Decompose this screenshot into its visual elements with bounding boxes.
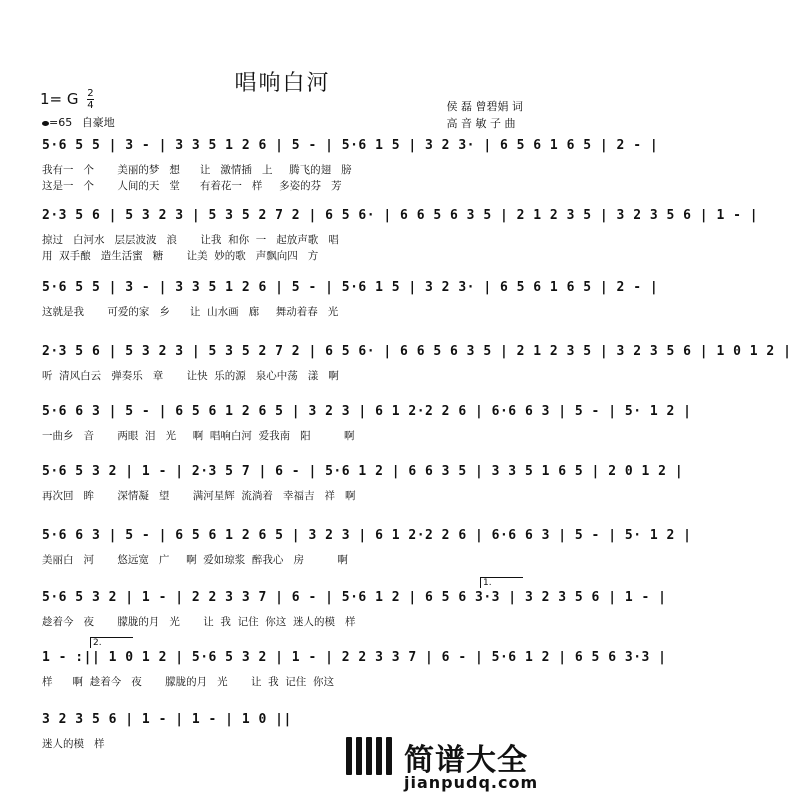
key-label: 1= G xyxy=(40,90,79,108)
lyricist-credit: 侯 磊 曾碧娟 词 xyxy=(446,100,523,113)
tempo-value: =65 xyxy=(49,116,73,129)
lyric-line-10: 迷人的模 样 xyxy=(42,738,105,750)
lyric-line-3: 这就是我 可爱的家 乡 让 山水画 廊 舞动着春 光 xyxy=(42,306,339,318)
lyric-line-6: 再次回 眸 深情凝 望 满河星辉 流淌着 幸福吉 祥 啊 xyxy=(42,490,356,502)
lyric-line-2a: 掠过 白河水 层层波波 浪 让我 和你 一 起放声歌 唱 xyxy=(42,234,339,246)
score-line-3: 5·6 5 5 | 3 - | 3 3 5 1 2 6 | 5 - | 5·6 1 5 | 3 2 3· | 6 5 6 1 6 5 | 2 - | xyxy=(42,280,659,295)
score-line-8: 5·6 5 3 2 | 1 - | 2 2 3 3 7 | 6 - | 5·6 1 2 | 6 5 6 3·3 | 3 2 3 5 6 | 1 - | xyxy=(42,590,667,605)
score-line-7: 5·6 6 3 | 5 - | 6 5 6 1 2 6 5 | 3 2 3 | 6 1 2·2 2 6 | 6·6 6 3 | 5 - | 5· 1 2 | xyxy=(42,528,692,543)
score-line-6: 5·6 5 3 2 | 1 - | 2·3 5 7 | 6 - | 5·6 1 2 | 6 6 3 5 | 3 3 5 1 6 5 | 2 0 1 2 | xyxy=(42,464,684,479)
credits xyxy=(447,98,524,132)
second-ending-bracket: 2. xyxy=(90,637,133,648)
score-line-1: 5·6 5 5 | 3 - | 3 3 5 1 2 6 | 5 - | 5·6 1 5 | 3 2 3· | 6 5 6 1 6 5 | 2 - | xyxy=(42,138,659,153)
key-signature xyxy=(40,88,94,111)
score-line-9: 1 - :|| 1 0 1 2 | 5·6 5 3 2 | 1 - | 2 2 3 3 7 | 6 - | 5·6 1 2 | 6 5 6 3·3 | xyxy=(42,650,667,665)
quarter-note-icon xyxy=(42,121,49,126)
score-line-10: 3 2 3 5 6 | 1 - | 1 - | 1 0 || xyxy=(42,712,292,727)
song-title: 唱响白河 xyxy=(234,71,331,96)
lyric-line-1a: 我有一 个 美丽的梦 想 让 激情插 上 腾飞的翅 膀 xyxy=(42,164,352,176)
lyric-line-7: 美丽白 河 悠远宽 广 啊 爱如琼浆 醉我心 房 啊 xyxy=(42,554,348,566)
first-ending-bracket: 1. xyxy=(480,577,523,588)
time-numerator: 2 xyxy=(87,88,94,99)
piano-keys-icon xyxy=(346,737,398,775)
lyric-line-9: 样 啊 趁着今 夜 朦胧的月 光 让 我 记住 你这 xyxy=(42,676,334,688)
score-line-5: 5·6 6 3 | 5 - | 6 5 6 1 2 6 5 | 3 2 3 | 6 1 2·2 2 6 | 6·6 6 3 | 5 - | 5· 1 2 | xyxy=(42,404,692,419)
logo-url: jianpudq.com xyxy=(404,773,539,792)
lyric-line-5: 一曲乡 音 两眼 泪 光 啊 唱响白河 爱我南 阳 啊 xyxy=(42,430,355,442)
lyric-line-2b: 用 双手酿 造生活蜜 糖 让美 妙的歌 声飘向四 方 xyxy=(42,250,319,262)
time-signature xyxy=(87,88,93,111)
logo-text: 简谱大全 xyxy=(404,743,528,778)
lyric-line-4: 听 清风白云 弹奏乐 章 让快 乐的源 泉心中荡 漾 啊 xyxy=(42,370,339,382)
lyric-line-8: 趁着今 夜 朦胧的月 光 让 我 记住 你这 迷人的模 样 xyxy=(42,616,356,628)
time-denominator: 4 xyxy=(87,100,94,111)
expression-marking: 自豪地 xyxy=(81,116,115,129)
composer-credit: 高 音 敏 子 曲 xyxy=(446,117,516,130)
tempo-marking xyxy=(42,114,115,130)
score-line-2: 2·3 5 6 | 5 3 2 3 | 5 3 5 2 7 2 | 6 5 6· | 6 6 5 6 3 5 | 2 1 2 3 5 | 3 2 3 5 6 | 1 - | xyxy=(42,208,759,223)
lyric-line-1b: 这是一 个 人间的天 堂 有着花一 样 多姿的芬 芳 xyxy=(42,180,342,192)
score-line-4: 2·3 5 6 | 5 3 2 3 | 5 3 5 2 7 2 | 6 5 6· | 6 6 5 6 3 5 | 2 1 2 3 5 | 3 2 3 5 6 | 1 0 1 2 | xyxy=(42,344,791,359)
site-logo xyxy=(346,735,556,795)
